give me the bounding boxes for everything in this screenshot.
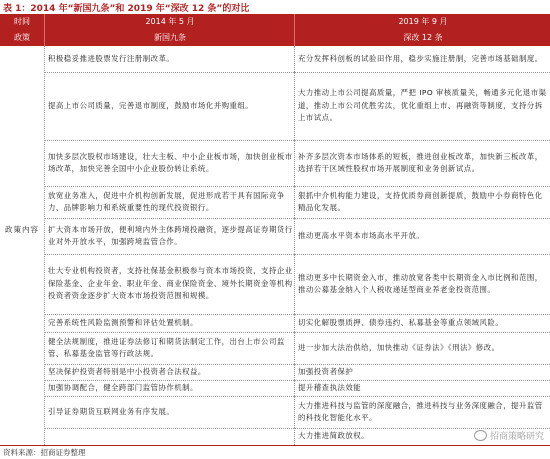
cell-2014: 提高上市公司质量，完善退市制度，鼓励市场化并购重组。 [48, 100, 254, 110]
cell-2019: 推动更高水平资本市场高水平开放。 [294, 218, 550, 254]
cell-2019: 加强投资者保护 [294, 364, 550, 380]
header-2014-name: 新国九条 [154, 33, 186, 42]
cell-2014 [44, 428, 293, 445]
header-col-time [0, 14, 44, 46]
cell-2014: 放宽业务准入，促进中介机构创新发展，促进形成若干具有国际竞争力、品牌影响力和系统重要性的现代投资银行。 [48, 190, 285, 212]
cell-2019: 大力推动上市公司提高质量，严把 IPO 审核质量关，畅通多元化退市渠道，推动上市公司优胜劣汰，优化重组上市、再融资等制度，支持分拆上市试点。 [294, 72, 550, 140]
cell-2014: 壮大专业机构投资者，支持社保基金积极参与资本市场投资，支持企业保险基金、企业年金、职业年金、商业保险资金、境外长期资金等机构投资者资金逐步扩大资本市场投资范围和规模。 [48, 266, 293, 301]
table-row [44, 46, 550, 73]
header-2019-time: 2019 年 9 月 [398, 17, 448, 26]
watermark [474, 429, 544, 442]
cell-2014: 健全法规制度，推进证券法修订和期货法制定工作，出台上市公司监管、私募基金监管等行政法规。 [48, 336, 285, 358]
table-row [44, 72, 550, 141]
cell-2019: 补齐多层次资本市场体系的短板，推进创业板改革，加快新三板改革，选择若干区域性股权市场开展制度和业务创新试点。 [294, 140, 550, 186]
cell-2014: 坚决保护投资者特别是中小投资者合法权益。 [48, 366, 206, 376]
header-col-2014 [44, 14, 295, 46]
cell-2014: 引导证券期货互联网业务有序发展。 [48, 406, 175, 416]
wechat-icon [474, 430, 487, 441]
table-title: 表 1：2014 年“新国九条”和 2019 年“深改 12 条”的对比 [3, 4, 250, 14]
header-policy-label: 政策 [14, 33, 30, 42]
cell-2014: 加强协调配合，健全跨部门监管协作机制。 [48, 382, 198, 392]
cell-2019: 切实化解股票质押、债券违约、私募基金等重点领域风险。 [294, 314, 550, 332]
cell-2014: 积极稳妥推进股票发行注册制改革。 [48, 53, 175, 63]
cell-2014: 扩大资本市场开放，便利境内外主体跨境投融资，逐步提高证券期货行业对外开放水平，加强跨境监管合作。 [48, 224, 293, 246]
table-row [44, 364, 550, 381]
cell-2019: 提升稽查执法效能 [294, 380, 550, 396]
cell-2019: 大力推进简政放权。 [294, 428, 550, 445]
header-time-label: 时间 [14, 17, 30, 26]
header-2014-time: 2014 年 5 月 [145, 17, 195, 26]
cell-2019: 充分发挥科创板的试验田作用，稳步实施注册制，完善市场基础制度。 [294, 46, 550, 72]
table-row [44, 396, 550, 429]
cell-2014: 加快多层次股权市场建设，壮大主板、中小企业板市场，加快创业板市场改革，加快完善全国中小企业股份转让系统。 [48, 151, 293, 173]
header-col-2019 [294, 14, 550, 46]
table-row [44, 140, 550, 187]
watermark-text: 招商策略研究 [489, 432, 544, 442]
cell-2019: 狠抓中介机构能力建设，支持优质券商创新提质，鼓励中小券商特色化精品化发展。 [294, 186, 550, 218]
table-row [44, 380, 550, 397]
policy-content-column [0, 46, 45, 445]
comparison-table [0, 14, 550, 445]
table-bottom-rule [0, 445, 550, 446]
table-row [44, 218, 550, 255]
table-row [44, 332, 550, 365]
cell-2019: 推动更多中长期资金入市，推动放宽各类中长期资金入市比例和范围，推动公募基金纳入个人税收递延型商业养老金投资范围。 [294, 254, 550, 314]
table-row [44, 254, 550, 315]
cell-2014: 完善系统性风险监测预警和评估处置机制。 [48, 317, 198, 327]
policy-content-label: 政策内容 [5, 225, 39, 234]
table-row [44, 314, 550, 333]
cell-2019: 大力推进科技与监管的深度融合，推进科技与业务深度融合，提升监管的科技化智能化水平。 [294, 396, 550, 428]
source-note: 资料来源：招商证券整理 [3, 448, 86, 457]
cell-2019: 进一步加大法治供给，加快推动《证券法》《刑法》修改。 [294, 332, 550, 364]
header-2019-name: 深改 12 条 [403, 33, 443, 42]
table-row [44, 186, 550, 219]
